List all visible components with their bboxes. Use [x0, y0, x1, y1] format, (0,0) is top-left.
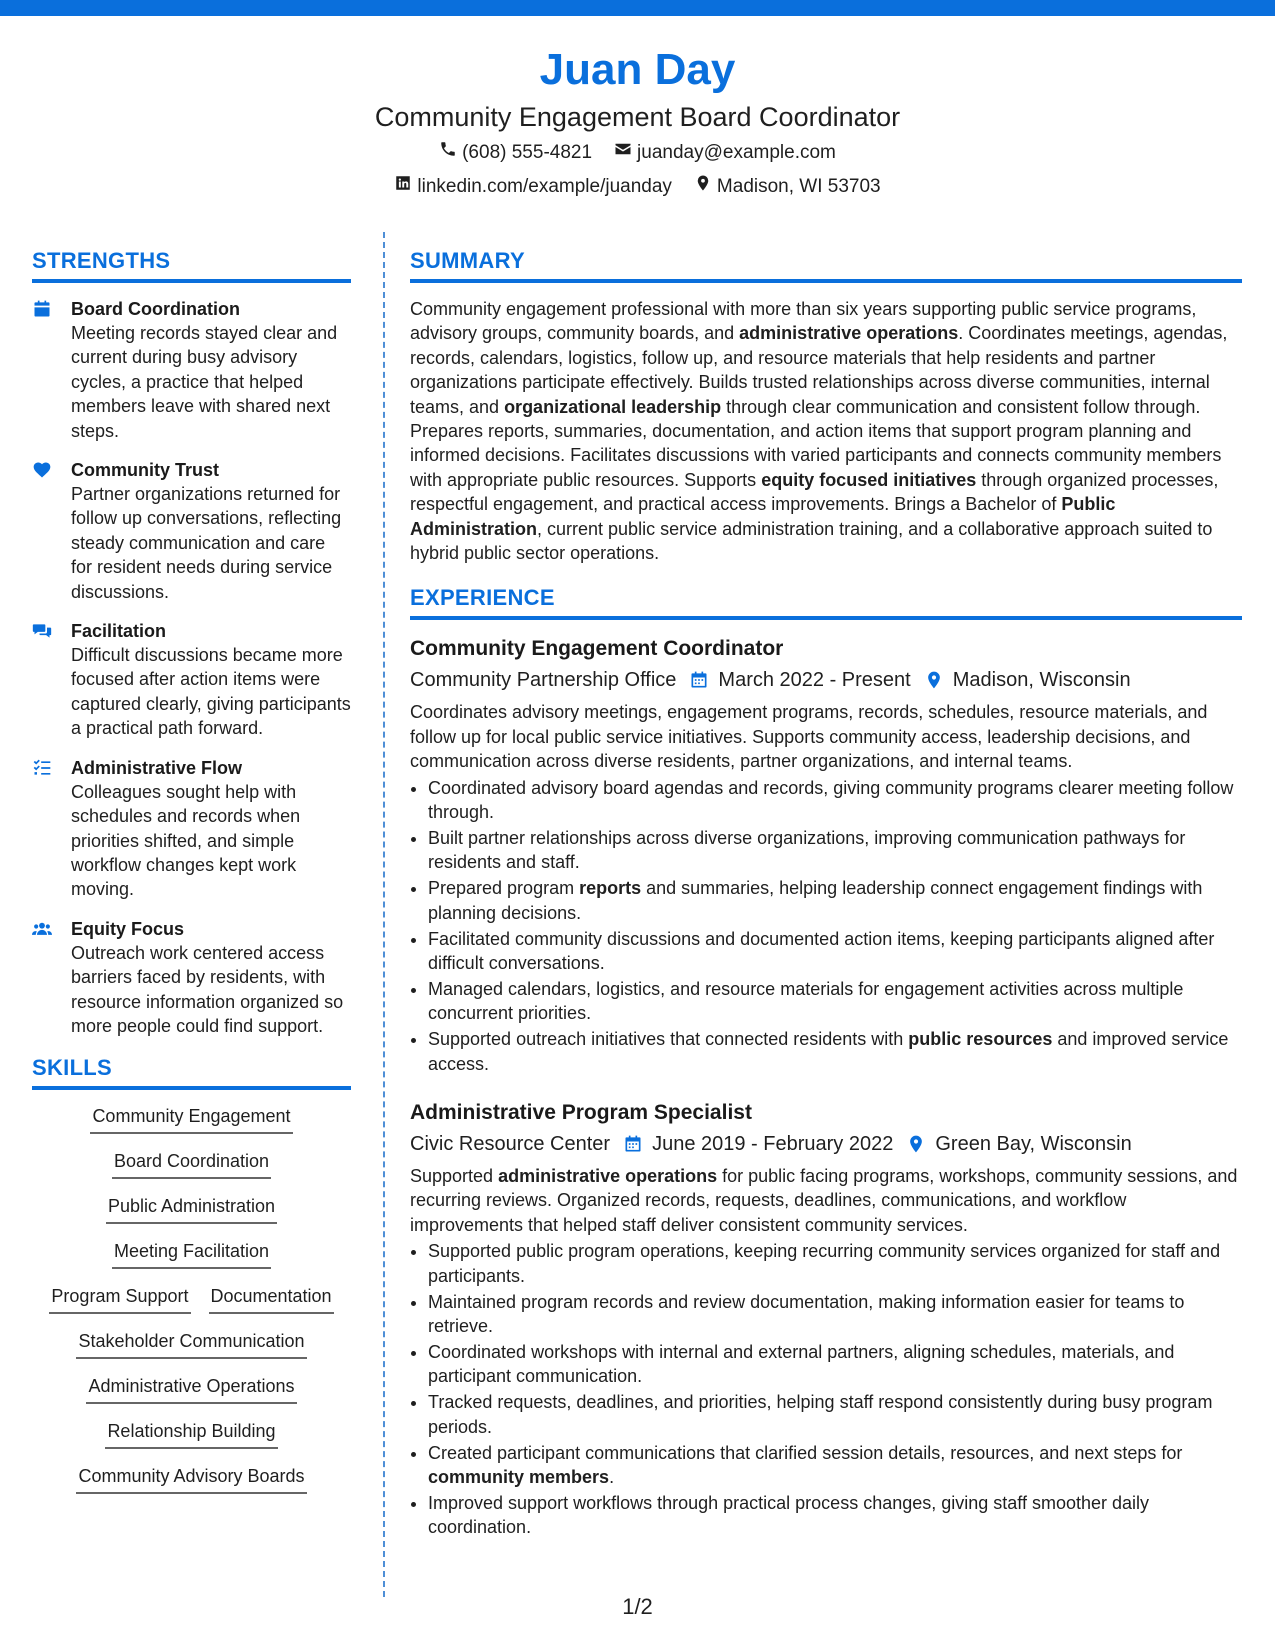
job-entry — [410, 1098, 1242, 1540]
strength-item — [32, 619, 351, 741]
calendar-icon — [32, 297, 71, 443]
page-number: 1/2 — [622, 1594, 653, 1619]
skill-tag: Documentation — [209, 1284, 334, 1314]
map-pin-icon — [911, 670, 953, 690]
job-dates: June 2019 - February 2022 — [652, 1133, 894, 1156]
location-text: Madison, WI 53703 — [716, 176, 881, 197]
strength-title: Board Coordination — [71, 299, 240, 319]
strength-title: Administrative Flow — [71, 757, 243, 778]
contact-row-2 — [0, 172, 1275, 202]
phone-icon — [439, 138, 457, 168]
text-run: for public facing programs, workshops, community sessions, and recurring reviews. Organized records, requests, deadlines, communications, and workflow improvements that helped staff deliver consistent community services. — [410, 1166, 1238, 1235]
calendar-icon — [610, 1134, 652, 1154]
text-run: Supported outreach initiatives that connected residents with — [428, 1029, 909, 1050]
bold-phrase: Public Administration — [410, 494, 1116, 539]
skill-tag: Community Engagement — [90, 1104, 292, 1134]
phone-text: (608) 555-4821 — [462, 142, 593, 163]
skill-tag: Stakeholder Communication — [76, 1329, 306, 1359]
text-run: Created participant communications that clarified session details, resources, and next steps for — [428, 1442, 1183, 1463]
skill-tag: Relationship Building — [105, 1419, 277, 1449]
summary-text — [410, 297, 1242, 565]
text-run: Coordinated workshops with internal and external partners, aligning schedules, materials, and participant communication. — [428, 1341, 1175, 1387]
job-description — [410, 700, 1242, 773]
text-run: . Coordinates meetings, agendas, records, calendars, logistics, follow up, and resource materials that help residents and partner organizations participate effectively. Builds trusted relationships across diverse communities, internal teams, and — [410, 323, 1228, 417]
bullet-item — [428, 826, 1242, 875]
strength-title: Facilitation — [71, 621, 167, 642]
job-dates: March 2022 - Present — [718, 669, 911, 692]
phone-contact — [439, 138, 592, 168]
map-pin-icon — [694, 172, 712, 202]
summary-heading: SUMMARY — [410, 246, 1242, 283]
list-check-icon — [32, 756, 71, 902]
bullet-item — [428, 1027, 1242, 1076]
job-meta — [410, 1128, 1242, 1160]
resume-header — [0, 40, 1275, 202]
bullet-item — [428, 1239, 1242, 1288]
strength-desc: Partner organizations returned for follow up conversations, reflecting steady communication and care for resident needs during service discussions. — [71, 484, 342, 602]
bullet-item — [428, 776, 1242, 825]
text-run: Improved support workflows through practical process changes, giving staff smoother daily coordination. — [428, 1492, 1150, 1538]
text-run: , current public service administration training, and a collaborative approach suited to hybrid public sector operations. — [410, 518, 1213, 564]
text-run: and improved service access. — [428, 1029, 1229, 1074]
skill-tag: Administrative Operations — [86, 1374, 296, 1404]
skill-tag: Community Advisory Boards — [76, 1464, 306, 1494]
bold-phrase: public resources — [908, 1029, 1053, 1050]
text-run: Coordinated advisory board agendas and records, giving community programs clearer meeting follow through. — [428, 777, 1234, 823]
bullet-item — [428, 1390, 1242, 1439]
strength-item — [32, 917, 351, 1039]
candidate-title: Community Engagement Board Coordinator — [374, 102, 901, 132]
bullet-item — [428, 1491, 1242, 1540]
map-pin-icon — [893, 1134, 935, 1154]
bold-phrase: administrative operations — [498, 1166, 718, 1187]
text-run: Prepared program — [428, 878, 580, 899]
company-name: Civic Resource Center — [410, 1133, 611, 1156]
skill-tag: Meeting Facilitation — [112, 1239, 271, 1269]
skill-tag: Program Support — [49, 1284, 190, 1314]
text-run: . — [609, 1466, 615, 1487]
text-run: Maintained program records and review documentation, making information easier for teams to retrieve. — [428, 1291, 1185, 1336]
experience-heading: EXPERIENCE — [410, 583, 1242, 620]
bullet-item — [428, 1290, 1242, 1339]
linkedin-contact[interactable] — [394, 172, 672, 202]
text-run: Supported public program operations, keeping recurring community services organized for staff and participants. — [428, 1241, 1221, 1286]
left-column — [32, 246, 351, 1509]
right-column — [410, 246, 1242, 1562]
strength-desc: Colleagues sought help with schedules and records when priorities shifted, and simple workflow changes kept work moving. — [71, 781, 301, 900]
skills-list — [32, 1104, 351, 1509]
skills-heading: SKILLS — [32, 1053, 351, 1090]
job-title: Community Engagement Coordinator — [410, 637, 784, 661]
text-run: through clear communication and consistent follow through. Prepares reports, summaries, documentation, and action items that support program planning and informed decisions. Facilitates discussions with varied participants and connects community members with appropriate public resources. Supports — [410, 396, 1222, 490]
text-run: Managed calendars, logistics, and resource materials for engagement activities across multiple concurrent priorities. — [428, 978, 1184, 1024]
skill-tag: Board Coordination — [112, 1149, 271, 1179]
text-run: through organized processes, respectful engagement, and practical access improvements. Brings a Bachelor of — [410, 469, 1219, 515]
strength-desc: Difficult discussions became more focused after action items were captured clearly, giving participants a practical path forward. — [71, 645, 351, 739]
strength-item — [32, 458, 351, 604]
job-bullets — [410, 776, 1242, 1076]
job-title: Administrative Program Specialist — [410, 1101, 752, 1125]
contact-row-1 — [0, 138, 1275, 168]
strengths-heading: STRENGTHS — [32, 246, 351, 283]
text-run: Built partner relationships across diverse organizations, improving communication pathways for residents and staff. — [428, 828, 1186, 873]
text-run: Community engagement professional with more than six years supporting public service programs, advisory groups, community boards, and — [410, 299, 1197, 344]
text-run: Coordinates advisory meetings, engagement programs, records, schedules, resource materials, and follow up for local public service initiatives. Supports community access, leadership decisions, and communication across diverse residents, partner organizations, and internal teams. — [410, 702, 1208, 772]
top-accent-bar — [0, 0, 1275, 16]
bold-phrase: administrative operations — [739, 323, 959, 344]
bullet-item — [428, 1441, 1242, 1490]
column-divider — [383, 232, 385, 1597]
job-location: Green Bay, Wisconsin — [935, 1133, 1132, 1156]
job-meta — [410, 664, 1242, 696]
bullet-item — [428, 876, 1242, 925]
job-entry — [410, 634, 1242, 1076]
calendar-icon — [676, 670, 718, 690]
linkedin-text[interactable]: linkedin.com/example/juanday — [417, 176, 672, 197]
bold-phrase: community members — [428, 1466, 610, 1487]
comments-icon — [32, 619, 71, 741]
text-run: Supported — [410, 1166, 499, 1187]
job-location: Madison, Wisconsin — [952, 669, 1131, 692]
strength-desc: Outreach work centered access barriers faced by residents, with resource information organized so more people could find support. — [71, 942, 344, 1036]
strength-item — [32, 297, 351, 443]
company-name: Community Partnership Office — [410, 669, 677, 692]
skill-tag: Public Administration — [106, 1194, 277, 1224]
bold-phrase: reports — [579, 878, 642, 899]
text-run: Facilitated community discussions and documented action items, keeping participants aligned after difficult conversations. — [428, 928, 1215, 974]
envelope-icon — [614, 138, 632, 168]
text-run: and summaries, helping leadership connect engagement findings with planning decisions. — [428, 878, 1203, 923]
text-run: Tracked requests, deadlines, and priorities, helping staff respond consistently during busy program periods. — [428, 1392, 1213, 1437]
candidate-name: Juan Day — [539, 45, 736, 94]
email-contact[interactable] — [614, 138, 836, 168]
strength-title: Equity Focus — [71, 918, 185, 939]
strength-title: Community Trust — [71, 460, 220, 481]
strength-desc: Meeting records stayed clear and current during busy advisory cycles, a practice that helped members leave with shared next steps. — [71, 323, 338, 441]
bullet-item — [428, 977, 1242, 1026]
email-text[interactable]: juanday@example.com — [637, 142, 836, 163]
job-description — [410, 1164, 1242, 1237]
job-bullets — [410, 1239, 1242, 1539]
location-contact — [694, 172, 881, 202]
linkedin-icon — [394, 172, 412, 202]
bullet-item — [428, 1340, 1242, 1389]
heart-icon — [32, 458, 71, 604]
bullet-item — [428, 927, 1242, 976]
bold-phrase: organizational leadership — [504, 396, 722, 417]
users-icon — [32, 917, 71, 1039]
bold-phrase: equity focused initiatives — [761, 469, 977, 490]
strength-item — [32, 756, 351, 902]
